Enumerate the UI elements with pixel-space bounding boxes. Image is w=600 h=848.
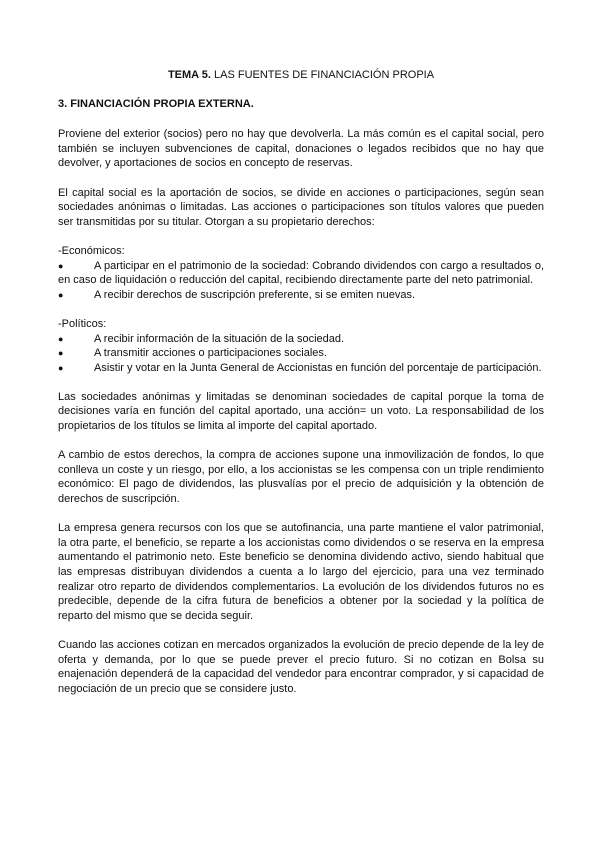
paragraph-dividends: La empresa genera recursos con los que se autofinancia, una parte mantiene el valor patrimonial, la otra parte, el beneficio, se reparte a los accionistas como dividendos o se reserva en la empresa aumentando el patrimonio neto. Este beneficio se denomina dividendo activo, siendo habitual que las empresas distribuyan dividendos a cuenta a lo largo del ejercicio, para una vez terminado realizar otro reparto de dividendos complementarios. La evolución de los dividendos futuros no es predecible, depende de la cifra futura de beneficios a obtener por la sociedad y la política de reparto del mismo que se decida seguir. (58, 522, 544, 622)
title-topic-number: TEMA 5. (167, 69, 211, 81)
list-item: ● Asistir y votar en la Junta General de Accionistas en función del porcentaje de participación. (58, 361, 544, 376)
document-page (58, 68, 544, 711)
list-item: ● A recibir información de la situación de la sociedad. (58, 332, 544, 347)
political-rights-list (58, 332, 544, 376)
section-heading: 3. FINANCIACIÓN PROPIA EXTERNA. (58, 97, 254, 110)
paragraph-capital-social: El capital social es la aportación de socios, se divide en acciones o participaciones, según sean sociedades anónimas o limitadas. Las acciones o participaciones son títulos valores que pueden ser transmitidas por su titular. Otorgan a su propietario derechos: (58, 186, 544, 228)
list-item: ● A transmitir acciones o participaciones sociales. (58, 346, 544, 361)
paragraph-origin: Proviene del exterior (socios) pero no hay que devolverla. La más común es el capital social, pero también se incluyen subvenciones de capital, donaciones o legados recibidos que no hay que devolver, y aportaciones de socios en concepto de reservas. (58, 128, 544, 170)
economic-rights-list (58, 259, 544, 303)
document-title (58, 68, 544, 83)
list-item: ● A participar en el patrimonio de la sociedad: Cobrando dividendos con cargo a resultados o, en caso de liquidación o reducción del capital, recibiendo directamente parte del neto patrimonial. (58, 259, 544, 288)
paragraph-capital-companies: Las sociedades anónimas y limitadas se denominan sociedades de capital porque la toma de decisiones varía en función del capital aportado, una acción= un voto. La responsabilidad de los propietarios de los títulos se limita al importe del capital aportado. (58, 390, 544, 433)
paragraph-shareholder-returns: A cambio de estos derechos, la compra de acciones supone una inmovilización de fondos, lo que conlleva un coste y un riesgo, por ello, a los accionistas se les compensa con un triple rendimiento económico: El pago de dividendos, las plusvalías por el precio de adquisición y la obtención de derechos de suscripción. (58, 449, 544, 506)
economic-rights-label: -Económicos: (58, 244, 125, 257)
political-rights-label: -Políticos: (58, 317, 107, 330)
list-item: ● A recibir derechos de suscripción preferente, si se emiten nuevas. (58, 288, 544, 303)
title-topic-name: LAS FUENTES DE FINANCIACIÓN PROPIA (210, 69, 435, 81)
paragraph-share-pricing: Cuando las acciones cotizan en mercados organizados la evolución de precio depende de la ley de oferta y demanda, por lo que se puede prever el precio futuro. Si no cotizan en Bolsa su enajenación dependerá de la capacidad del vendedor para encontrar comprador, y si capacidad de negociación de un precio que se considere justo. (58, 638, 544, 695)
